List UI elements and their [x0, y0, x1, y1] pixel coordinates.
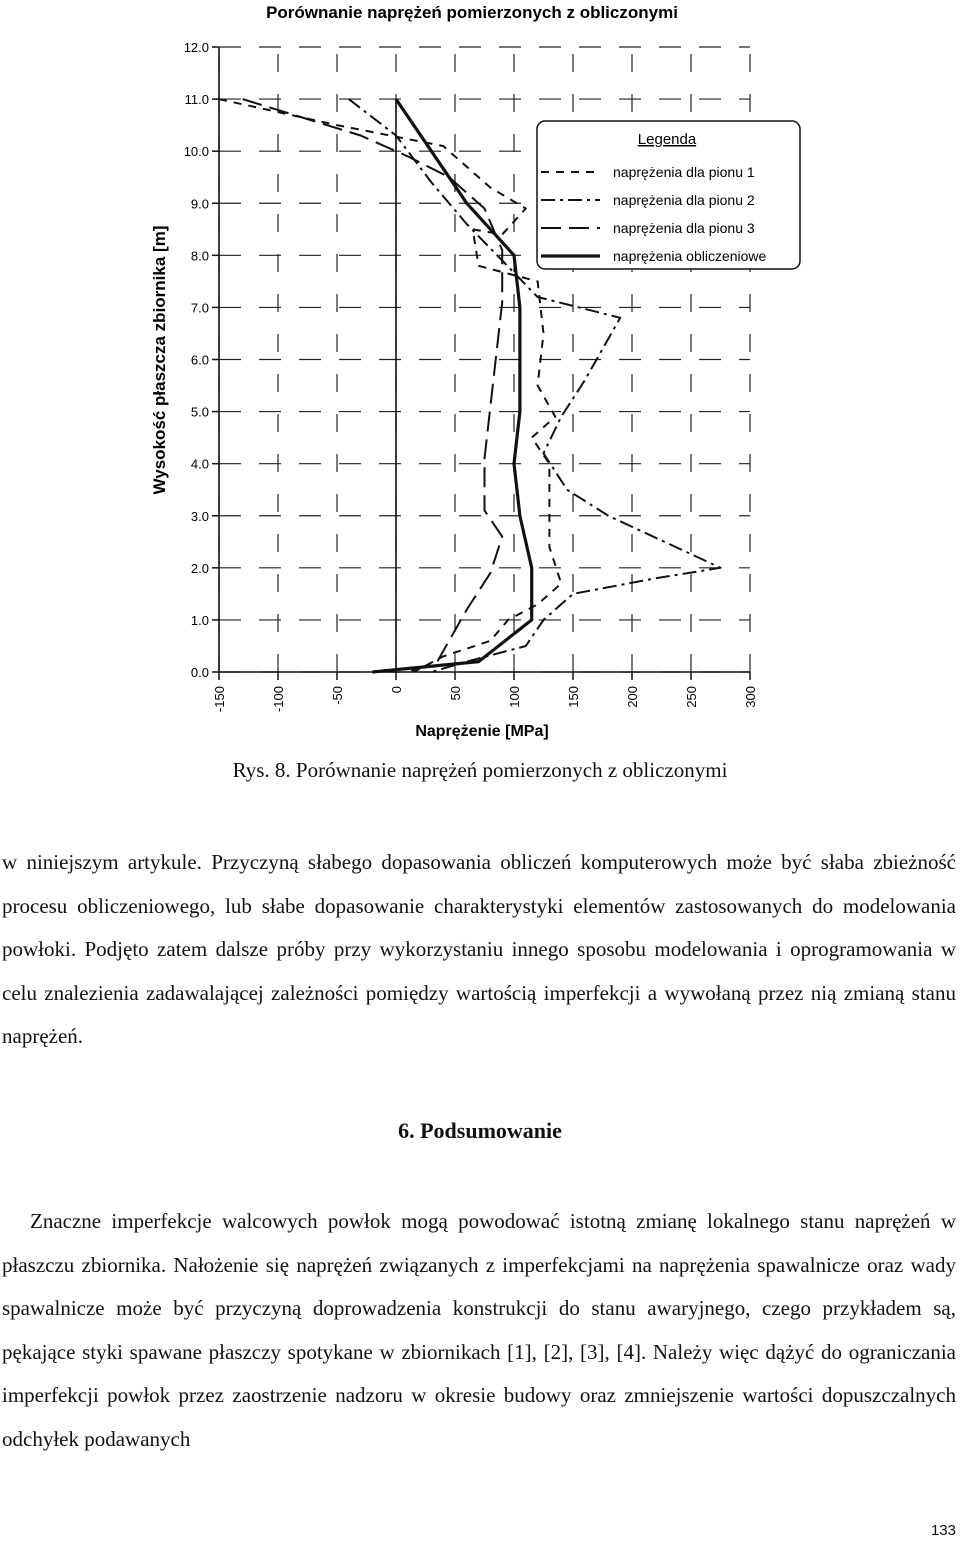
- legend-entry-label: naprężenia dla pionu 1: [613, 164, 755, 180]
- paragraph-2: [2, 1200, 956, 1461]
- chart-title: Porównanie naprężeń pomierzonych z obliczonymi: [266, 3, 678, 22]
- page-number: 133: [930, 1522, 956, 1539]
- y-tick-label: 8.0: [190, 248, 209, 264]
- y-tick-label: 10.0: [183, 144, 209, 160]
- x-tick-label: -100: [271, 686, 286, 713]
- y-tick-label: 11.0: [184, 92, 209, 108]
- y-tick-label: 4.0: [190, 456, 209, 472]
- x-tick-label: 250: [684, 686, 699, 708]
- y-axis-label: Wysokość płaszcza zbiornika [m]: [150, 225, 169, 495]
- section-heading: 6. Podsumowanie: [398, 1118, 562, 1143]
- figure-caption: Rys. 8. Porównanie naprężeń pomierzonych z obliczonymi: [232, 758, 728, 782]
- y-tick-label: 6.0: [190, 352, 209, 368]
- y-tick-label: 1.0: [190, 612, 209, 628]
- series-line: [219, 99, 561, 672]
- legend-title: Legenda: [637, 131, 697, 148]
- x-axis-label: Naprężenie [MPa]: [415, 723, 549, 740]
- x-tick-label: -150: [212, 686, 227, 713]
- x-tick-label: -50: [330, 686, 345, 705]
- y-tick-label: 12.0: [183, 40, 209, 55]
- y-tick-label: 9.0: [190, 196, 209, 212]
- y-tick-label: 5.0: [190, 404, 209, 420]
- x-tick-labels: [212, 686, 758, 712]
- y-tick-labels: [184, 40, 209, 680]
- paragraph-2-text: Znaczne imperfekcje walcowych powłok mogą powodować istotną zmianę lokalnego stanu naprężeń w płaszczu zbiornika. Nałożenie się naprężeń związanych z imperfekcjami na naprężenia spawalnicze oraz wady spawalnicze może być przyczyną doprowadzenia konstrukcji do stanu awaryjnego, czego przykładem są, pękające styki spawane płaszczy spotykane w zbiornikach [1], [2], [3], [4]. Należy więc dążyć do ograniczania imperfekcji powłok przez zaostrzenie nadzoru w okresie budowy oraz zmniejszenie wartości dopuszczalnych odchyłek podawanych: [2, 1209, 956, 1451]
- y-tick-label: 0.0: [190, 665, 209, 680]
- y-tick-label: 2.0: [190, 560, 209, 576]
- series-line: [243, 99, 503, 672]
- y-tick-label: 3.0: [190, 508, 209, 524]
- legend-entry-label: naprężenia obliczeniowe: [613, 248, 767, 264]
- x-tick-label: 100: [507, 686, 522, 708]
- x-tick-label: 0: [389, 686, 404, 694]
- y-tick-label: 7.0: [190, 300, 209, 316]
- x-tick-label: 300: [743, 686, 758, 708]
- chart-legend: [537, 121, 800, 269]
- stress-comparison-chart: [0, 0, 960, 760]
- x-tick-label: 200: [625, 686, 640, 708]
- x-tick-label: 150: [566, 686, 581, 708]
- x-tick-label: 50: [448, 686, 463, 701]
- paragraph-1: w niniejszym artykule. Przyczyną słabego dopasowania obliczeń komputerowych może być słaba zbieżność procesu obliczeniowego, lub słabe dopasowanie charakterystyki elementów zastosowanych do modelowania powłoki. Podjęto zatem dalsze próby przy wykorzystaniu innego sposobu modelowania i oprogramowania w celu znalezienia zadawalającej zależności pomiędzy wartością imperfekcji a wywołaną przez nią zmianą stanu naprężeń.: [2, 850, 956, 1048]
- legend-entry-label: naprężenia dla pionu 2: [613, 192, 755, 208]
- legend-entry-label: naprężenia dla pionu 3: [613, 220, 755, 236]
